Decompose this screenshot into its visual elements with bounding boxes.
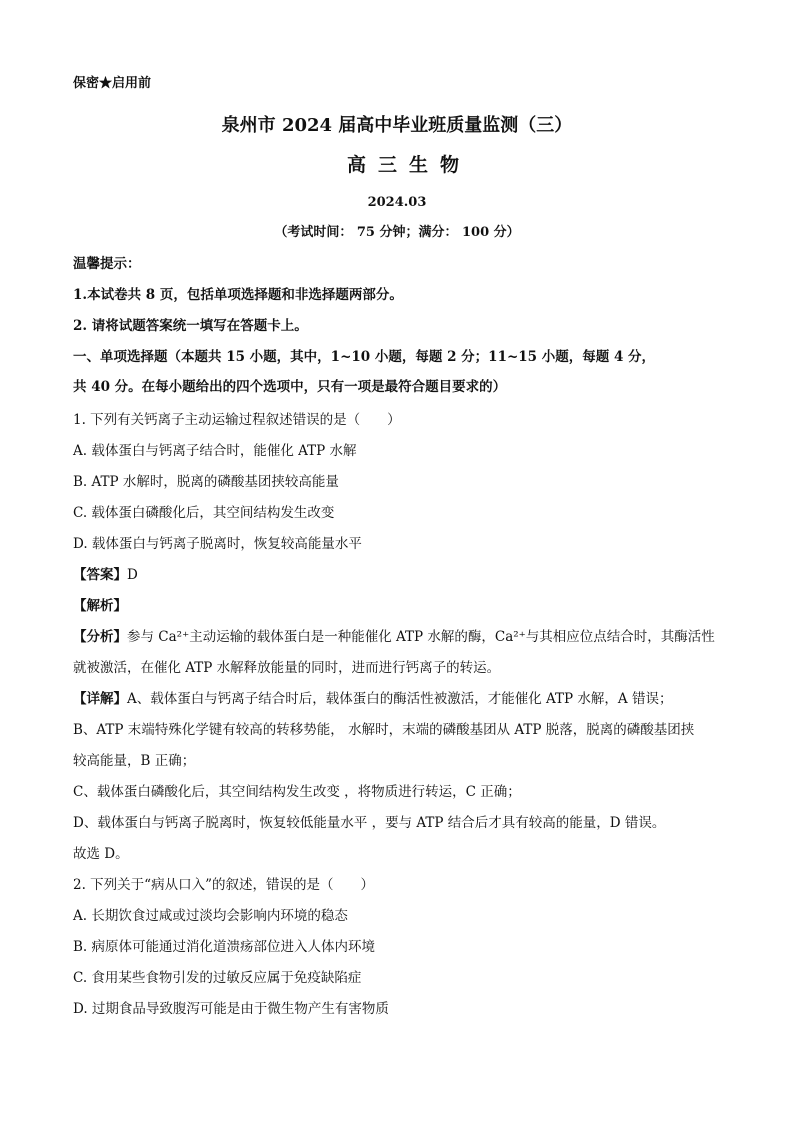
tip-1: 1.本试卷共 8 页，包括单项选择题和非选择题两部分。 [73, 287, 403, 303]
xiangjie-line-c: C、载体蛋白磷酸化后，其空间结构发生改变 ，将物质进行转运，C 正确； [73, 784, 521, 800]
q1-conclusion: 故选 D。 [73, 846, 129, 862]
answer-tag: 【答案】 [73, 567, 127, 583]
exam-info: （考试时间： 75 分钟；满分： 100 分） [274, 225, 520, 240]
q1-option-c: C. 载体蛋白磷酸化后，其空间结构发生改变 [73, 505, 335, 521]
section-heading-line1: 一、单项选择题（本题共 15 小题，其中，1~10 小题，每题 2 分；11~15 小题，每题 4 分， [73, 349, 656, 365]
tips-heading: 温馨提示： [73, 256, 141, 272]
q1-option-b: B. ATP 水解时，脱离的磷酸基团挟较高能量 [73, 474, 339, 490]
q1-option-a: A. 载体蛋白与钙离子结合时，能催化 ATP 水解 [73, 443, 357, 459]
q2-option-b: B. 病原体可能通过消化道溃疡部位进入人体内环境 [73, 939, 376, 955]
exam-title: 泉州市 2024 届高中毕业班质量监测（三） [221, 115, 573, 136]
exam-date: 2024.03 [367, 195, 427, 210]
fenxi-text-1: 参与 Ca²⁺主动运输的载体蛋白是一种能催化 ATP 水解的酶，Ca²⁺与其相应位点结合时，其酶活性 [127, 629, 715, 645]
q1-option-d: D. 载体蛋白与钙离子脱离时，恢复较高能量水平 [73, 536, 362, 552]
xiangjie-tag: 【详解】 [73, 691, 127, 707]
analysis-tag: 【解析】 [73, 598, 127, 614]
q2-option-d: D. 过期食品导致腹泻可能是由于微生物产生有害物质 [73, 1001, 389, 1017]
q2-option-c: C. 食用某些食物引发的过敏反应属于免疫缺陷症 [73, 970, 362, 986]
fenxi-line1 [73, 628, 715, 646]
xiangjie-line-b1: B、ATP 末端特殊化学键有较高的转移势能， 水解时，末端的磷酸基团从 ATP 脱落，脱离的磷酸基团挟 [73, 722, 695, 738]
xiangjie-text-a: A、载体蛋白与钙离子结合时后，载体蛋白的酶活性被激活，才能催化 ATP 水解，A 错误； [127, 691, 673, 707]
q1-answer [73, 566, 138, 584]
tip-2: 2. 请将试题答案统一填写在答题卡上。 [73, 318, 308, 334]
answer-value: D [127, 567, 138, 583]
section-heading-line2: 共 40 分。在每小题给出的四个选项中，只有一项是最符合题目要求的） [73, 379, 507, 395]
fenxi-tag: 【分析】 [73, 629, 127, 645]
xiangjie-line-d: D、载体蛋白与钙离子脱离时，恢复较低能量水平 ，要与 ATP 结合后才具有较高的能量，D 错误。 [73, 815, 666, 831]
q2-option-a: A. 长期饮食过咸或过淡均会影响内环境的稳态 [73, 908, 348, 924]
xiangjie-line-a [73, 690, 672, 708]
confidential-label: 保密★启用前 [73, 76, 152, 91]
q2-stem: 2. 下列关于“病从口入”的叙述，错误的是（ ） [73, 877, 374, 893]
q1-stem: 1. 下列有关钙离子主动运输过程叙述错误的是（ ） [73, 412, 401, 428]
fenxi-line2: 就被激活，在催化 ATP 水解释放能量的同时，进而进行钙离子的转运。 [73, 660, 501, 676]
xiangjie-line-b2: 较高能量，B 正确； [73, 753, 196, 769]
subject-title: 高三生物 [346, 154, 471, 176]
